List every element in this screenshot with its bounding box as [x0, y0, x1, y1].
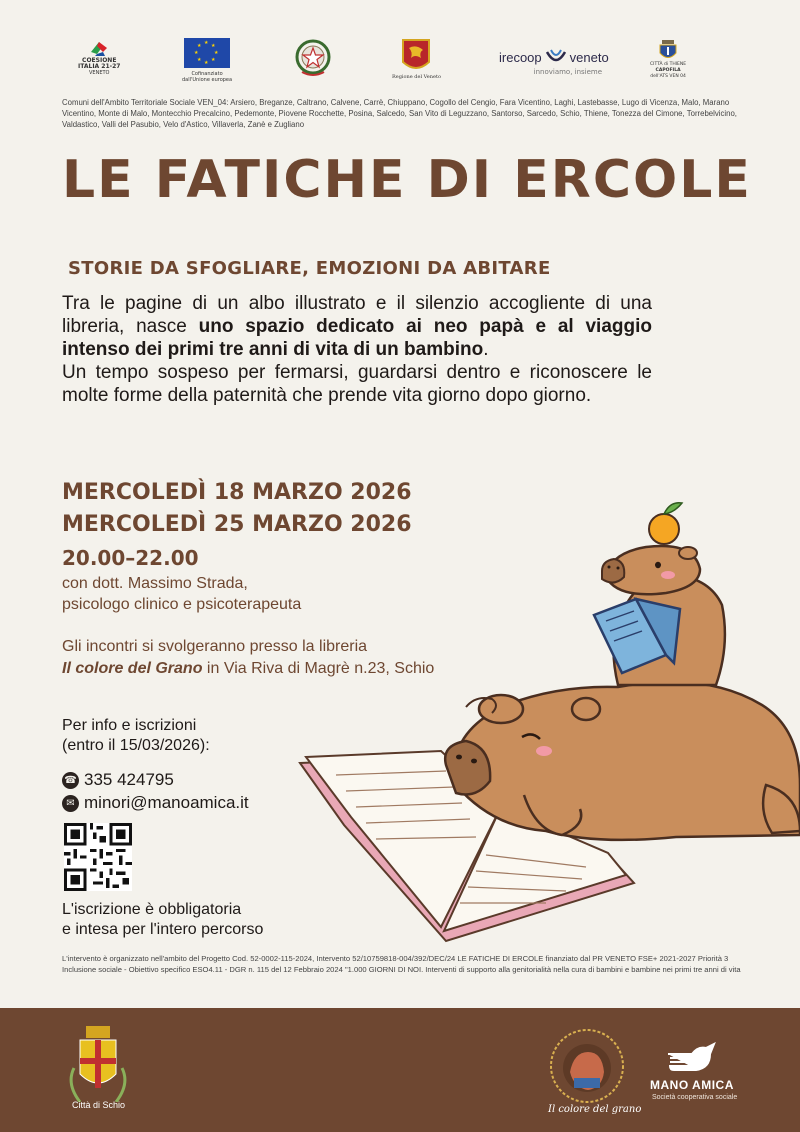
orange-icon [649, 503, 682, 544]
repubblica-emblem [294, 38, 332, 78]
intro-p2: Un tempo sospeso per fermarsi, guardarsi dentro e riconoscere le molte forme della paternità che prende vita giorno dopo giorno. [62, 362, 652, 406]
coesione-line2: ITALIA [78, 63, 100, 70]
email-address[interactable]: minori@manoamica.it [84, 793, 249, 812]
thiene-line1: CITTÀ di THIENE [650, 62, 687, 67]
eu-line1: Cofinanziato [191, 71, 223, 77]
mano-amica-sub: Società cooperativa sociale [652, 1094, 738, 1101]
registration-line2: e intesa per l'intero percorso [62, 921, 264, 938]
coesione-icon [87, 38, 111, 58]
thiene-crest-icon [657, 38, 679, 62]
lion-icon [401, 38, 431, 74]
speaker-role: psicologo clinico e psicoterapeuta [62, 596, 302, 613]
subtitle: STORIE DA SFOGLIARE, EMOZIONI DA ABITARE [68, 258, 551, 279]
intro-p1-end: . [483, 339, 489, 360]
irecoop-name-left: irecoop [499, 49, 542, 65]
eu-flag-icon: ★ ★ ★ ★ ★ ★ ★ ★ [184, 38, 230, 68]
capybara-illustration [296, 495, 800, 945]
phone-icon: ☎ [62, 772, 79, 789]
intro-text [62, 292, 652, 407]
schio-crest-icon [64, 1024, 132, 1102]
repubblica-emblem-icon [294, 38, 332, 78]
schio-label: Città di Schio [72, 1100, 126, 1110]
mano-amica-name: MANO AMICA [650, 1078, 734, 1092]
eu-line2: dall'Unione europea [182, 77, 233, 83]
coesione-italia-logo [78, 38, 121, 76]
mano-amica-hand-icon [666, 1042, 716, 1074]
phone-number[interactable]: 335 424795 [84, 770, 174, 789]
phone-contact[interactable] [62, 770, 174, 790]
mail-icon: ✉ [62, 795, 79, 812]
funding-footnote: L'intervento è organizzato nell'ambito del Progetto Cod. 52-0002-115-2024, Intervento 52/10759818-004/392/DEC/24 LE FATICHE DI ERCOLE finanziato dal PR VENETO FSE+ 2021-2027 Priorità 3 Inclusione sociale - Obiettivo specifico ESO4.11 - DGR n. 115 del 12 Febbraio 2024 "1.000 GIORNI DI NOI. Interventi di supporto alla genitorialità nella cura di bambini e bambine nei primi tre anni di vita [62, 954, 741, 974]
info-line1: Per info e iscrizioni [62, 717, 197, 734]
email-contact[interactable] [62, 793, 249, 813]
coesione-line1: COESIONE [82, 57, 117, 64]
colore-del-grano-logo-icon [544, 1026, 630, 1106]
venue-name: Il colore del Grano [62, 660, 203, 677]
intro-p1-start: Tra le pagine di un albo illustrato e il silenzio accogliente di una libreria, nasce [62, 293, 652, 337]
speaker-name: con dott. Massimo Strada, [62, 575, 248, 592]
irecoop-name-right: veneto [569, 49, 609, 65]
veneto-label: Regione del Veneto [392, 74, 441, 80]
large-capybara-icon [445, 682, 800, 840]
registration-note [62, 900, 263, 940]
coesione-region: VENETO [89, 70, 110, 76]
event-date-1: MERCOLEDÌ 18 MARZO 2026 [62, 480, 412, 505]
speaker [62, 573, 301, 615]
thiene-line2: CAPOFILA [655, 68, 681, 73]
event-date-2: MERCOLEDÌ 25 MARZO 2026 [62, 512, 412, 537]
irecoop-logo [499, 48, 609, 76]
partner-logos [62, 34, 702, 90]
regione-veneto-logo [392, 38, 441, 80]
grano-label: Il colore del grano [548, 1104, 642, 1115]
venue-line1: Gli incontri si svolgeranno presso la libreria [62, 638, 368, 655]
registration-line1: L'iscrizione è obbligatoria [62, 901, 242, 918]
info-line2: (entro il 15/03/2026): [62, 737, 210, 754]
venue-address: in Via Riva di Magrè n.23, Schio [202, 660, 435, 677]
irecoop-tagline: innoviamo, insieme [533, 68, 603, 76]
coesione-years: 21-27 [101, 63, 121, 70]
footer [0, 1008, 800, 1132]
event-time: 20.00–22.00 [62, 546, 199, 570]
info-heading [62, 716, 210, 756]
eu-logo [182, 38, 232, 83]
comuni-list: Comuni dell'Ambito Territoriale Sociale VEN_04: Arsiero, Breganze, Caltrano, Calvene, Carrè, Chiuppano, Cogollo del Cengio, Fara Vicentino, Laghi, Lastebasse, Lugo di Vicenza, Malo, Marano Vicentino, Monte di Malo, Montecchio Precalcino, Pedemonte, Piovene Rocchette, Posina, Salcedo, San Vito di Leguzzano, Santorso, Sarcedo, Schio, Thiene, Tonezza del Cimone, Torrebelvicino, Valdastico, Valli del Pasubio, Velo d'Astico, Villaverla, Zanè e Zugliano [62, 98, 737, 129]
thiene-logo [650, 38, 686, 80]
thiene-line3: dell'ATS VEN 04 [650, 74, 686, 79]
intro-p1-bold: uno spazio dedicato ai neo papà e al viaggio intenso dei primi tre anni di vita di un bambino [62, 316, 652, 360]
page-title: LE FATICHE DI ERCOLE [62, 150, 752, 210]
irecoop-mark-icon [545, 48, 567, 66]
qr-code[interactable] [64, 823, 132, 891]
